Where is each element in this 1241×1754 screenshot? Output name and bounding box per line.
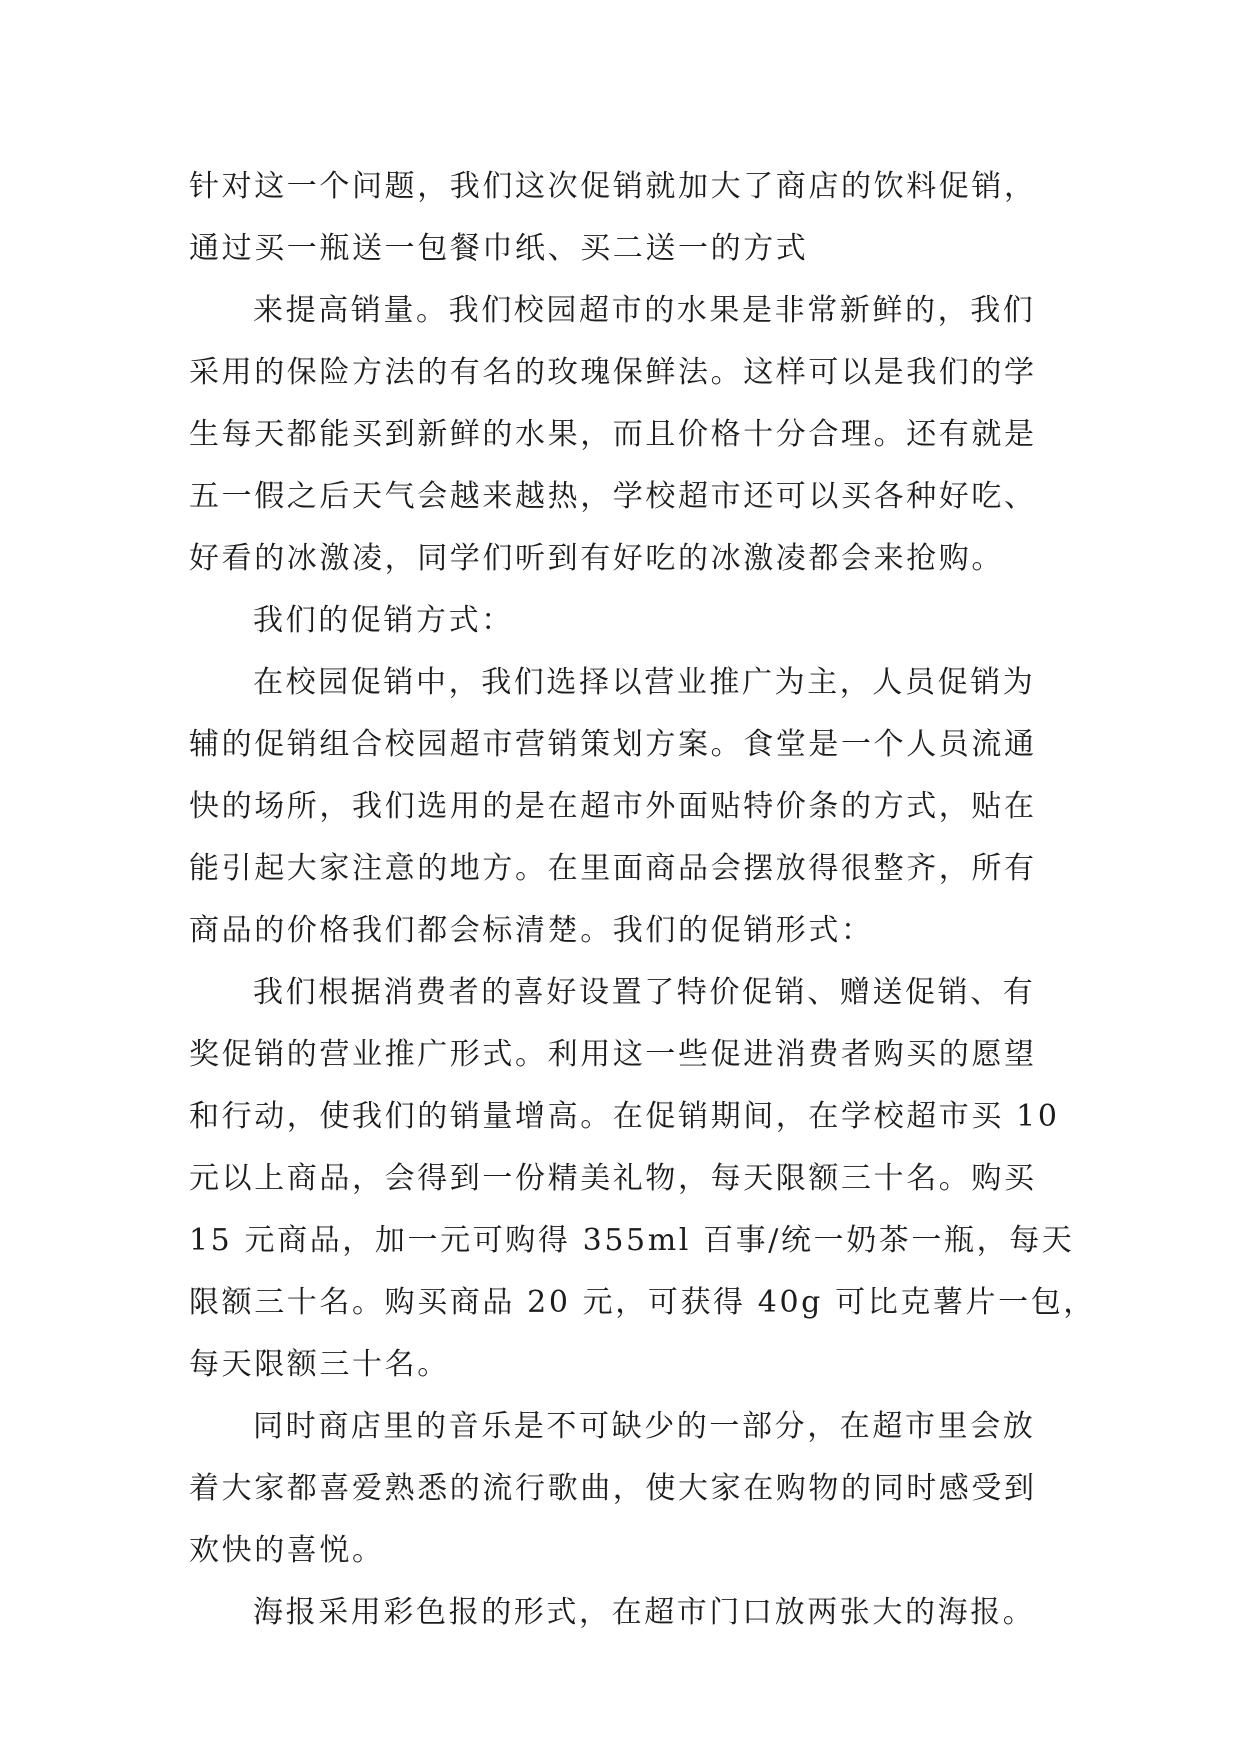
- document-body: [189, 156, 1096, 1644]
- text-line: 海报采用彩色报的形式，在超市门口放两张大的海报。: [253, 1595, 1036, 1630]
- text-line: 元以上商品，会得到一份精美礼物，每天限额三十名。购买: [189, 1161, 1037, 1196]
- text-line: 和行动，使我们的销量增高。在促销期间，在学校超市买 10: [189, 1099, 1060, 1134]
- text-line: 我们的促销方式：: [253, 603, 514, 638]
- text-line: 着大家都喜爱熟悉的流行歌曲，使大家在购物的同时感受到: [189, 1471, 1037, 1506]
- text-line: 限额三十名。购买商品 20 元，可获得 40g 可比克薯片一包，: [189, 1285, 1096, 1320]
- text-line: 针对这一个问题，我们这次促销就加大了商店的饮料促销，: [189, 169, 1037, 204]
- text-line: 奖促销的营业推广形式。利用这一些促进消费者购买的愿望: [189, 1037, 1037, 1072]
- text-line: 我们根据消费者的喜好设置了特价促销、赠送促销、有: [253, 975, 1036, 1010]
- text-line: 商品的价格我们都会标清楚。我们的促销形式：: [189, 913, 874, 948]
- text-line: 欢快的喜悦。: [189, 1533, 385, 1568]
- text-line: 能引起大家注意的地方。在里面商品会摆放得很整齐，所有: [189, 851, 1037, 886]
- text-line: 采用的保险方法的有名的玫瑰保鲜法。这样可以是我们的学: [189, 355, 1037, 390]
- text-line: 15 元商品，加一元可购得 355ml 百事/统一奶茶一瓶，每天: [189, 1223, 1075, 1258]
- text-line: 生每天都能买到新鲜的水果，而且价格十分合理。还有就是: [189, 417, 1037, 452]
- text-line: 来提高销量。我们校园超市的水果是非常新鲜的，我们: [253, 293, 1036, 328]
- text-line: 辅的促销组合校园超市营销策划方案。食堂是一个人员流通: [189, 727, 1037, 762]
- text-line: 快的场所，我们选用的是在超市外面贴特价条的方式，贴在: [189, 789, 1037, 824]
- text-line: 通过买一瓶送一包餐巾纸、买二送一的方式: [189, 231, 809, 266]
- text-line: 在校园促销中，我们选择以营业推广为主，人员促销为: [253, 665, 1036, 700]
- text-line: 每天限额三十名。: [189, 1347, 450, 1382]
- text-line: 五一假之后天气会越来越热，学校超市还可以买各种好吃、: [189, 479, 1037, 514]
- text-line: 同时商店里的音乐是不可缺少的一部分，在超市里会放: [253, 1409, 1036, 1444]
- text-line: 好看的冰激凌，同学们听到有好吃的冰激凌都会来抢购。: [189, 541, 1004, 576]
